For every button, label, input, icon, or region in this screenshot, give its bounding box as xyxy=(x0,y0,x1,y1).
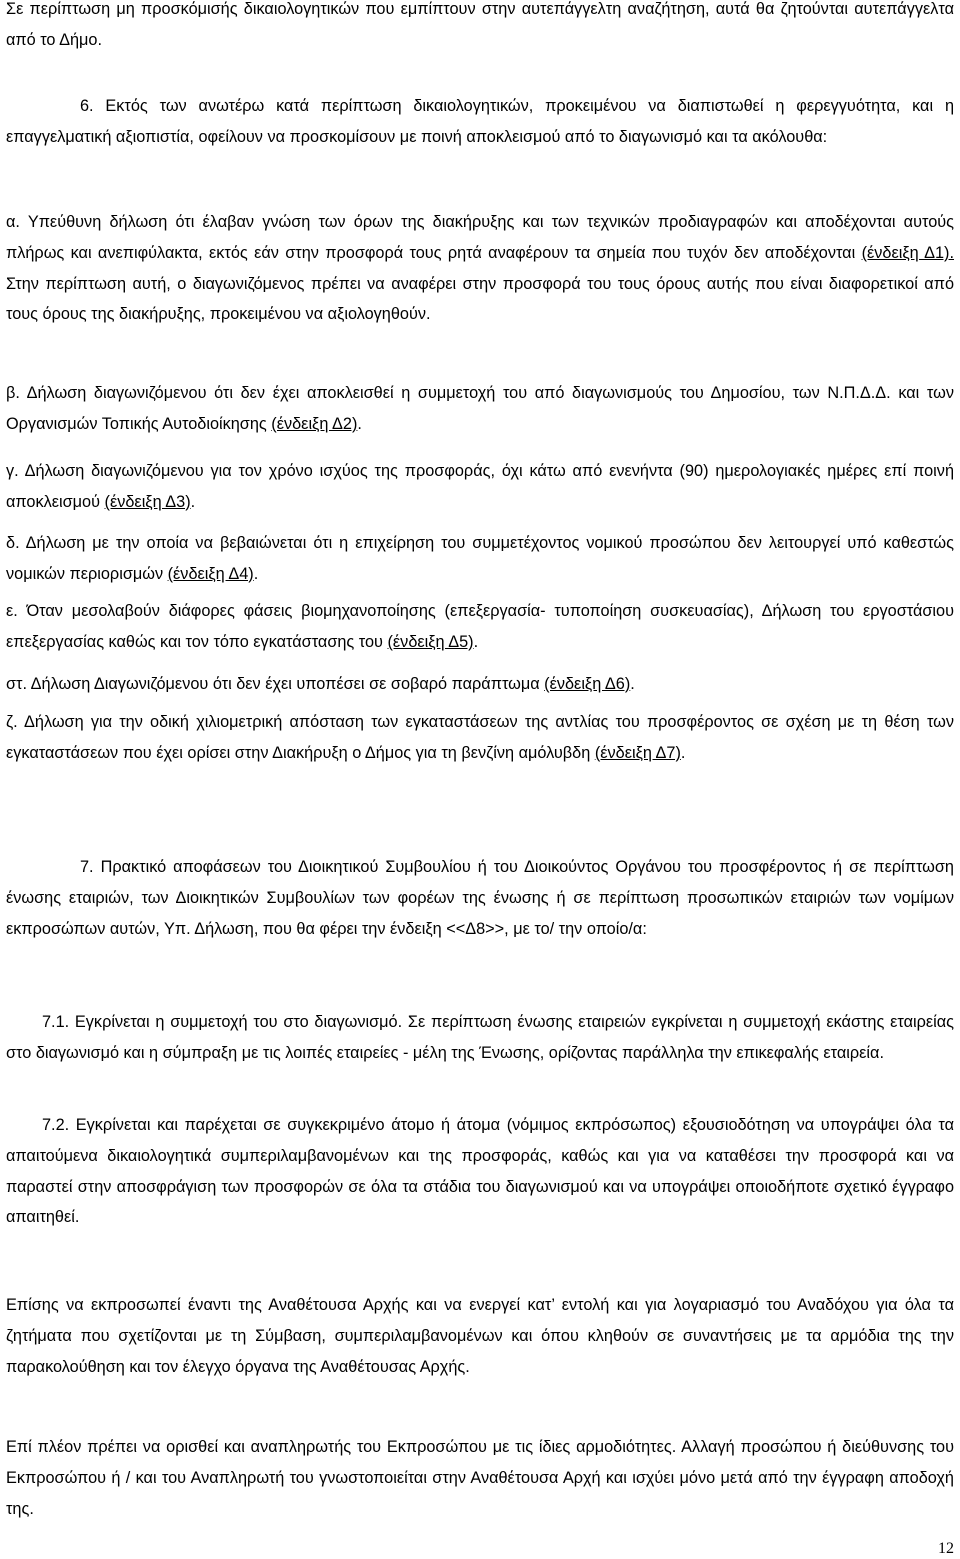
intro-paragraph: Σε περίπτωση μη προσκόμισής δικαιολογητικών που εμπίπτουν στην αυτεπάγγελτη αναζήτηση, αυτά θα ζητούνται αυτεπάγγελτα από το Δήμο. xyxy=(6,0,954,49)
item-beta-paragraph xyxy=(6,378,954,440)
item-alpha-text: α. Υπεύθυνη δήλωση ότι έλαβαν γνώση των όρων της διακήρυξης και των τεχνικών προδιαγραφών και αποδέχονται αυτούς πλήρως και ανεπιφύλακτα, εκτός εάν στην προσφορά τους ρητά αναφέρουν τα σημεία που τυχόν δεν αποδέχονται xyxy=(6,213,954,262)
item-zeta-end: . xyxy=(680,743,686,762)
item-zeta-text: ζ. Δήλωση για την οδική χιλιομετρική απόσταση των εγκαταστάσεων της αντλίας του προσφέροντος σε σχέση με τη θέση των εγκαταστάσεων που έχει ορίσει στην Διακήρυξη ο Δήμος για τη βενζίνη αμόλυβδη xyxy=(6,713,954,762)
item-alpha-text-2: Στην περίπτωση αυτή, ο διαγωνιζόμενος πρέπει να αναφέρει στην προσφορά του τους όρους αυτής που είναι διαφορετικοί από τους όρους της διακήρυξης, προκειμένου να αξιολογηθούν. xyxy=(6,274,954,324)
item-7-1-paragraph: 7.1. Εγκρίνεται η συμμετοχή του στο διαγωνισμό. Σε περίπτωση ένωσης εταιρειών εγκρίνεται η συμμετοχή εκάστης εταιρείας στο διαγωνισμό και η σύμπραξη με τις λοιπές εταιρείες - μέλη της Ένωσης, ορίζοντας παράλληλα την επικεφαλής εταιρεία. xyxy=(6,1013,954,1062)
item-delta-paragraph xyxy=(6,528,954,590)
item-st-paragraph xyxy=(6,669,954,700)
item-gamma-text: γ. Δήλωση διαγωνιζόμενου για τον χρόνο ισχύος της προσφοράς, όχι κάτω από ενενήντα (90) ημερολογιακές ημέρες επί ποινή αποκλεισμού xyxy=(6,462,954,511)
item-6-paragraph: 6. Εκτός των ανωτέρω κατά περίπτωση δικαιολογητικών, προκειμένου να διαπιστωθεί η φερεγγυότητα, και η επαγγελματική αξιοπιστία, οφείλουν να προσκομίσουν με ποινή αποκλεισμού από το διαγωνισμό και τα ακόλουθα: xyxy=(6,97,954,146)
item-beta-end: . xyxy=(357,414,362,433)
item-st-text: στ. Δήλωση Διαγωνιζόμενου ότι δεν έχει υποπέσει σε σοβαρό παράπτωμα xyxy=(6,675,545,693)
item-delta-text: δ. Δήλωση με την οποία να βεβαιώνεται ότι η επιχείρηση του συμμετέχοντος νομικού προσώπου δεν λειτουργεί υπό καθεστώς νομικών περιορισμών xyxy=(6,534,954,583)
item-epsilon-end: . xyxy=(473,632,479,651)
item-zeta-paragraph xyxy=(6,707,954,769)
item-beta-ref: (ένδειξη Δ2) xyxy=(271,414,358,433)
item-alpha-ref: (ένδειξη Δ1). xyxy=(861,243,954,262)
item-beta-text: β. Δήλωση διαγωνιζόμενου ότι δεν έχει αποκλεισθεί η συμμετοχή του από διαγωνισμούς του Δημοσίου, των Ν.Π.Δ.Δ. και των Οργανισμών Τοπικής Αυτοδιοίκησης xyxy=(6,384,954,433)
item-alpha-paragraph xyxy=(6,207,954,330)
item-gamma-end: . xyxy=(190,492,196,511)
representation-paragraph: Επίσης να εκπροσωπεί έναντι της Αναθέτουσα Αρχής και να ενεργεί κατ’ εντολή και για λογαριασμό του Αναδόχου για όλα τα ζητήματα που σχετίζονται με τη Σύμβαση, συμπεριλαμβανομένων και όπου κληθούν σε συναντήσεις με τα αρμόδια της την παρακολούθηση και τον έλεγχο όργανα της Αναθέτουσας Αρχής. xyxy=(6,1296,954,1376)
item-7-paragraph: 7. Πρακτικό αποφάσεων του Διοικητικού Συμβουλίου ή του Διοικούντος Οργάνου του προσφέροντος ή σε περίπτωση ένωσης εταιριών, των Διοικητικών Συμβουλίων των φορέων της ένωσης ή σε περίπτωση προσωπικών εταιριών των νομίμων εκπροσώπων αυτών, Υπ. Δήλωση, που θα φέρει την ένδειξη <<Δ8>>, με το/ την οποίο/α: xyxy=(6,858,954,938)
item-st-end: . xyxy=(630,675,635,693)
item-zeta-ref: (ένδειξη Δ7) xyxy=(594,743,681,762)
item-delta-ref: (ένδειξη Δ4) xyxy=(167,564,254,583)
substitute-paragraph: Επί πλέον πρέπει να ορισθεί και αναπληρωτής του Εκπροσώπου με τις ίδιες αρμοδιότητες. Αλλαγή προσώπου ή διεύθυνσης του Εκπροσώπου ή / και του Αναπληρωτή του γνωστοποιείται στην Αναθέτουσα Αρχή και ισχύει μόνο μετά από την έγγραφη αποδοχή της. xyxy=(6,1438,954,1518)
item-gamma-ref: (ένδειξη Δ3) xyxy=(104,492,191,511)
page-number: 12 xyxy=(938,1540,954,1557)
item-st-ref: (ένδειξη Δ6) xyxy=(544,675,631,693)
item-7-2-paragraph: 7.2. Εγκρίνεται και παρέχεται σε συγκεκριμένο άτομο ή άτομα (νόμιμος εκπρόσωπος) εξουσιοδότηση να υπογράψει όλα τα απαιτούμενα δικαιολογητικά συμπεριλαμβανομένων και της προσφοράς, καθώς και για να καταθέσει την προσφορά και να παραστεί στην αποσφράγιση των προσφορών σε όλα τα στάδια του διαγωνισμού και να υπογράψει οποιοδήποτε σχετικό έγγραφο απαιτηθεί. xyxy=(6,1116,954,1227)
item-delta-end: . xyxy=(253,564,259,583)
item-epsilon-ref: (ένδειξη Δ5) xyxy=(387,632,474,651)
item-gamma-paragraph xyxy=(6,456,954,518)
item-epsilon-text: ε. Όταν μεσολαβούν διάφορες φάσεις βιομηχανοποίησης (επεξεργασία- τυποποίηση συσκευασίας), Δήλωση του εργοστάσιου επεξεργασίας καθώς και τον τόπο εγκατάστασης του xyxy=(6,602,954,651)
item-epsilon-paragraph xyxy=(6,596,954,658)
